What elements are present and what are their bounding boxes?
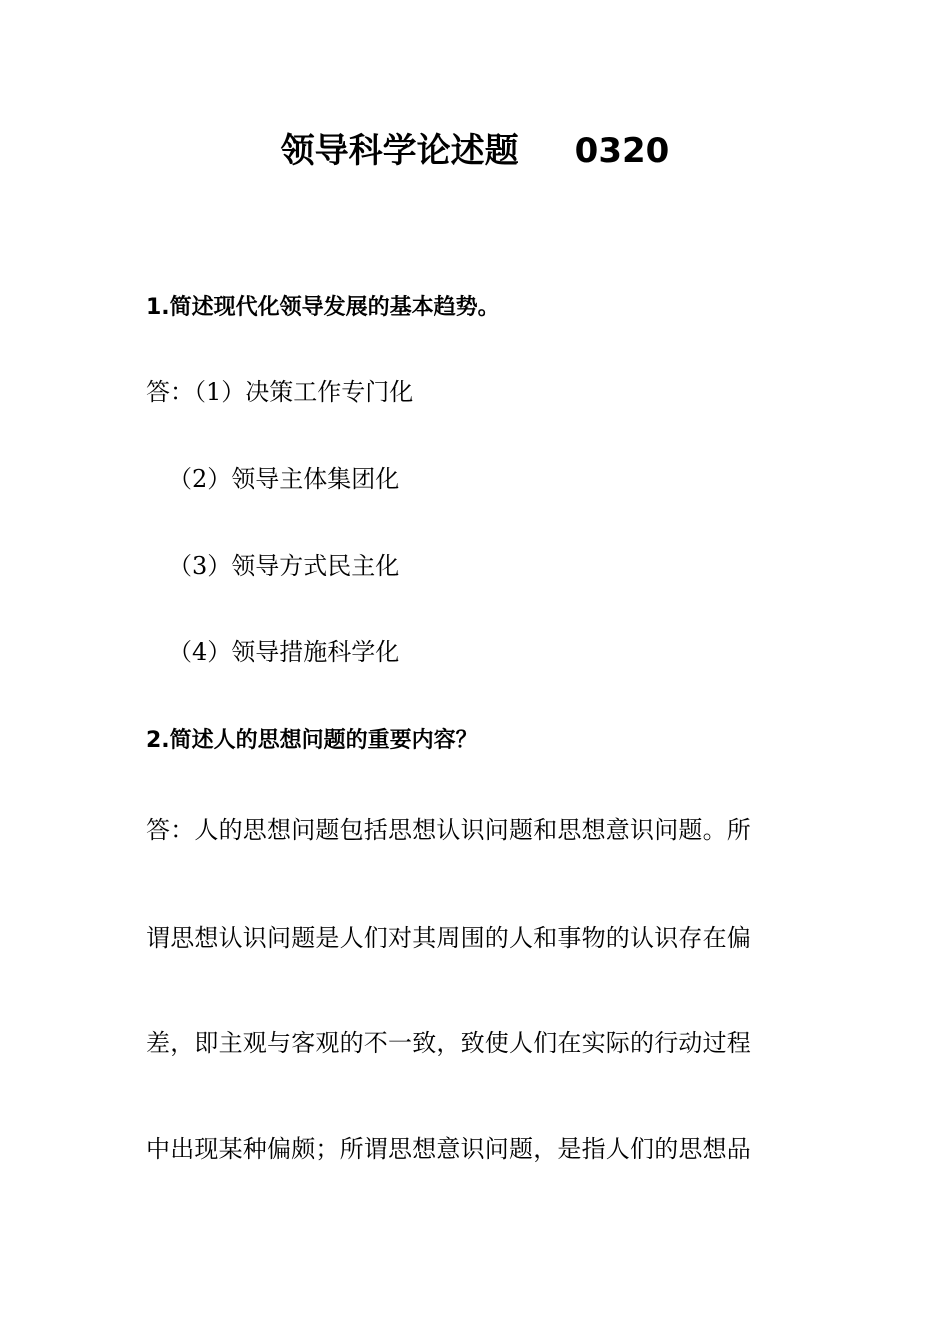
answer-1-line-4: （4）领导措施科学化 bbox=[168, 638, 400, 666]
question-2: 2.简述人的思想问题的重要内容？ bbox=[146, 728, 478, 753]
question-1: 1.简述现代化领导发展的基本趋势。 bbox=[146, 295, 500, 320]
title-text: 领导科学论述题 bbox=[280, 131, 519, 171]
document-title bbox=[0, 128, 950, 174]
answer-1-line-2: （2）领导主体集团化 bbox=[168, 465, 400, 493]
answer-1-line-1: 答：（1）决策工作专门化 bbox=[146, 378, 414, 406]
answer-2-line-2: 谓思想认识问题是人们对其周围的人和事物的认识存在偏 bbox=[146, 924, 751, 952]
answer-2-line-3: 差，即主观与客观的不一致，致使人们在实际的行动过程 bbox=[146, 1029, 751, 1057]
answer-2-line-4: 中出现某种偏颇；所谓思想意识问题，是指人们的思想品 bbox=[146, 1135, 751, 1163]
answer-1-line-3: （3）领导方式民主化 bbox=[168, 552, 400, 580]
title-code: 0320 bbox=[574, 131, 670, 171]
answer-2-line-1: 答：人的思想问题包括思想认识问题和思想意识问题。所 bbox=[146, 816, 751, 844]
